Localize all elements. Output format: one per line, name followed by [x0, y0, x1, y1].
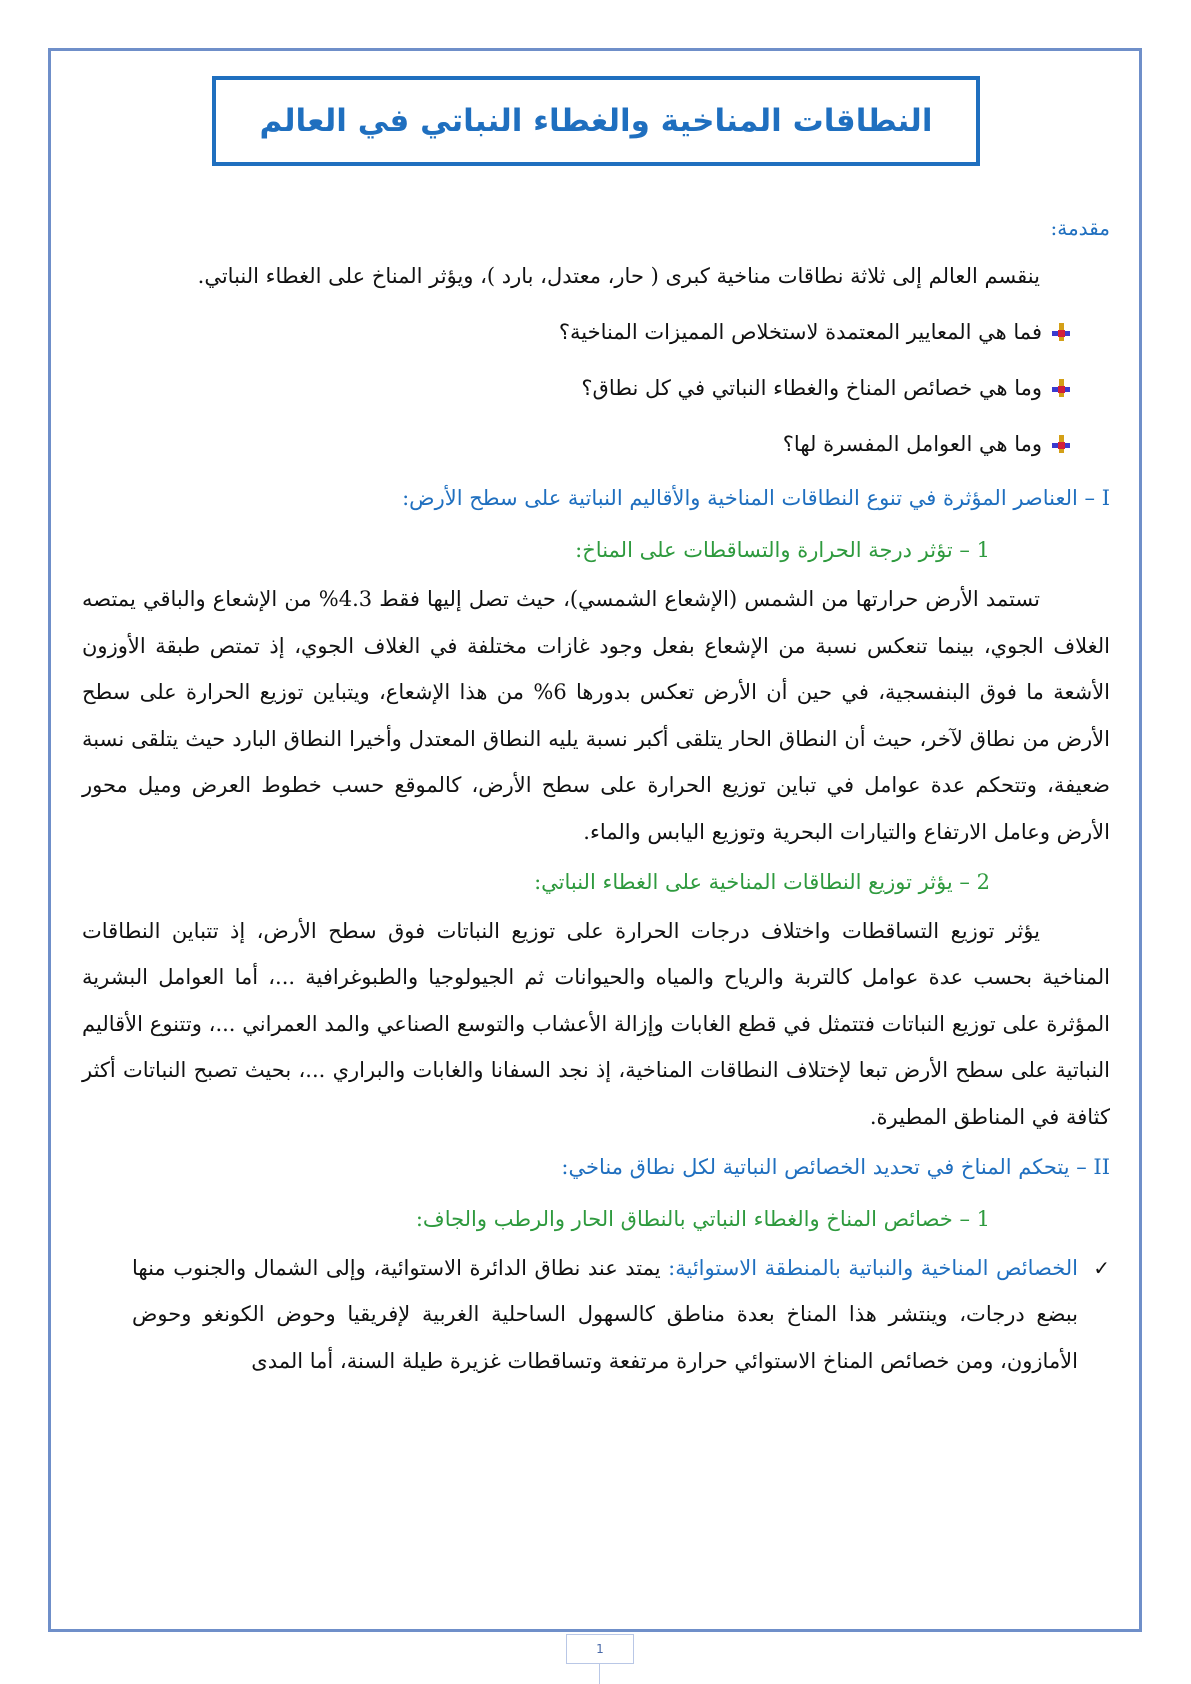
question-text: وما هي خصائص المناخ والغطاء النباتي في كل نطاق؟: [581, 376, 1042, 400]
checklist-item-body: يمتد عند نطاق الدائرة الاستوائية، وإلى الشمال والجنوب منها ببضع درجات، وينتشر هذا المناخ بعدة مناطق كالسهول الساحلية الغربية لإفريقيا وحوض الكونغو وحوض الأمازون، ومن خصائص المناخ الاستوائي حرارة مرتفعة وتساقطات غزيرة طيلة السنة، أما المدى: [132, 1255, 1078, 1373]
intro-text: ينقسم العالم إلى ثلاثة نطاقات مناخية كبرى ( حار، معتدل، بارد )، ويؤثر المناخ على الغطاء النباتي.: [197, 264, 1040, 288]
intro-heading: مقدمة:: [1050, 216, 1110, 240]
question-item: [82, 416, 1110, 472]
section-1-sub-2-text: يؤثر توزيع التساقطات واختلاف درجات الحرارة على توزيع النباتات فوق سطح الأرض، إذ تتباين النطاقات المناخية بحسب عدة عوامل كالتربة والرياح والمياه والحيوانات ثم الجيولوجيا والطبوغرافية ...، أما العوامل البشرية المؤثرة على توزيع النباتات فتتمثل في قطع الغابات وإزالة الأعشاب والتوسع الصناعي والمد العمراني ...، وتتنوع الأقاليم النباتية على سطح الأرض تبعا لإختلاف النطاقات المناخية، إذ نجد السفانا والغابات والبراري ...، بحيث تصبح النباتات أكثر كثافة في المناطق المطيرة.: [82, 918, 1110, 1129]
checkmark-icon: ✓: [1093, 1255, 1110, 1280]
section-2-sub-1-heading: 1 – خصائص المناخ والغطاء النباتي بالنطاق الحار والرطب والجاف:: [415, 1206, 990, 1231]
bullet-cross-icon: [1052, 379, 1070, 397]
question-item: [82, 304, 1110, 360]
checklist-item: [82, 1245, 1110, 1385]
title-box: [212, 76, 980, 166]
page-number: 1: [566, 1634, 634, 1664]
bullet-cross-icon: [1052, 435, 1070, 453]
question-text: فما هي المعايير المعتمدة لاستخلاص المميزات المناخية؟: [558, 320, 1042, 344]
page-title: النطاقات المناخية والغطاء النباتي في العالم: [259, 103, 933, 139]
page-number-stem: [599, 1664, 600, 1684]
checklist-item-title: الخصائص المناخية والنباتية بالمنطقة الاستوائية:: [668, 1255, 1078, 1280]
document-body: [82, 200, 1110, 1384]
question-item: [82, 360, 1110, 416]
bullet-cross-icon: [1052, 323, 1070, 341]
section-1-heading: I – العناصر المؤثرة في تنوع النطاقات المناخية والأقاليم النباتية على سطح الأرض:: [402, 486, 1110, 510]
section-1-sub-1-text: تستمد الأرض حرارتها من الشمس (الإشعاع الشمسي)، حيث تصل إليها فقط 4.3% من الإشعاع والباقي يمتصه الغلاف الجوي، بينما تنعكس نسبة من الإشعاع بفعل وجود غازات مختلفة في الغلاف الجوي، إذ تمتص طبقة الأوزون الأشعة ما فوق البنفسجية، في حين أن الأرض تعكس بدورها 6% من هذا الإشعاع، ويتباين توزيع الحرارة على سطح الأرض من نطاق لآخر، حيث أن النطاق الحار يتلقى أكبر نسبة يليه النطاق المعتدل وأخيرا النطاق البارد حيث يتلقى نسبة ضعيفة، وتتحكم عدة عوامل في تباين توزيع الحرارة على سطح الأرض، كالموقع حسب خطوط العرض وميل محور الأرض وعامل الارتفاع والتيارات البحرية وتوزيع اليابس والماء.: [82, 587, 1111, 844]
section-1-sub-1-heading: 1 – تؤثر درجة الحرارة والتساقطات على المناخ:: [575, 538, 990, 562]
section-1-sub-2-heading: 2 – يؤثر توزيع النطاقات المناخية على الغطاء النباتي:: [534, 869, 990, 894]
section-2-heading: II – يتحكم المناخ في تحديد الخصائص النباتية لكل نطاق مناخي:: [561, 1154, 1110, 1179]
question-text: وما هي العوامل المفسرة لها؟: [782, 432, 1042, 456]
checklist-text: [82, 1245, 1078, 1385]
